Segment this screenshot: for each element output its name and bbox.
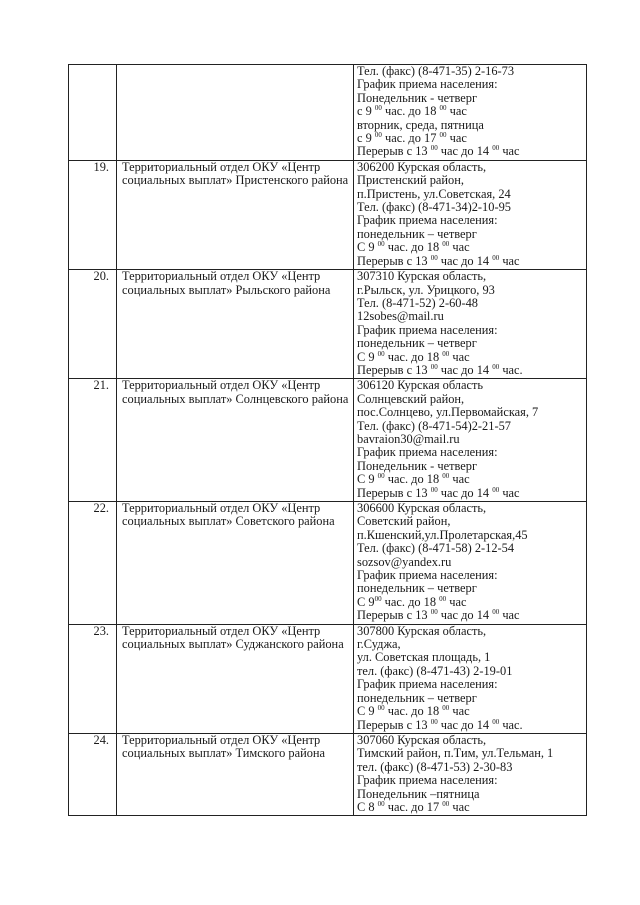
- office-contacts: [354, 733, 587, 815]
- row-number: 20.: [69, 270, 117, 379]
- time-text: час. до 18: [384, 350, 443, 364]
- time-minutes-superscript: 00: [439, 132, 447, 140]
- office-contacts: [354, 624, 587, 733]
- time-minutes-superscript: 00: [377, 241, 385, 249]
- contact-line: тел. (факс) (8-471-53) 2-30-83: [357, 760, 513, 774]
- office-contacts: [354, 65, 587, 161]
- schedule-hours-line: [357, 364, 586, 377]
- row-number: 23.: [69, 624, 117, 733]
- contact-line: Тел. (факс) (8-471-58) 2-12-54: [357, 542, 515, 556]
- office-name: Территориальный отдел ОКУ «Центр социальных выплат» Пристенского района: [117, 160, 354, 269]
- time-text: час: [449, 705, 470, 719]
- contact-line: ул. Советская площадь, 1: [357, 651, 491, 665]
- contact-line: 306120 Курская область: [357, 379, 484, 393]
- time-minutes-superscript: 00: [377, 350, 385, 358]
- contact-line: г.Рыльск, ул. Урицкого, 93: [357, 283, 495, 297]
- contact-line: Советский район,: [357, 515, 451, 529]
- table-row: [69, 624, 587, 733]
- schedule-hours-line: [357, 241, 586, 254]
- row-number: 19.: [69, 160, 117, 269]
- contact-line: Пристенский район,: [357, 174, 464, 188]
- time-minutes-superscript: 00: [492, 145, 500, 153]
- contact-line: понедельник – четверг: [357, 582, 477, 596]
- time-text: час. до 18: [381, 595, 440, 609]
- office-name: Территориальный отдел ОКУ «Центр социальных выплат» Тимского района: [117, 733, 354, 815]
- contact-line: Тимский район, п.Тим, ул.Тельман, 1: [357, 747, 554, 761]
- office-contacts: [354, 379, 587, 502]
- time-minutes-superscript: 00: [430, 254, 438, 262]
- time-text: час: [446, 105, 467, 119]
- table-row: [69, 65, 587, 161]
- contact-line: 306200 Курская область,: [357, 160, 487, 174]
- contact-line: График приема населения:: [357, 569, 498, 583]
- time-text: час до 14: [437, 145, 493, 159]
- time-minutes-superscript: 00: [492, 718, 500, 726]
- time-text: с 9: [357, 132, 375, 146]
- time-minutes-superscript: 00: [442, 350, 450, 358]
- time-text: час: [449, 473, 470, 487]
- contact-line: 307060 Курская область,: [357, 733, 487, 747]
- time-minutes-superscript: 00: [377, 473, 385, 481]
- contact-line: График приема населения:: [357, 678, 498, 692]
- contact-line: 306600 Курская область,: [357, 502, 487, 515]
- time-text: С 8: [357, 800, 378, 814]
- contact-line: bavraion30@mail.ru: [357, 432, 460, 446]
- time-minutes-superscript: 00: [374, 105, 382, 113]
- time-text: с 9: [357, 105, 375, 119]
- schedule-hours-line: [357, 473, 586, 486]
- time-text: час: [499, 486, 520, 500]
- table-row: [69, 379, 587, 502]
- office-name: Территориальный отдел ОКУ «Центр социальных выплат» Солнцевского района: [117, 379, 354, 502]
- contact-line: Тел. (8-471-52) 2-60-48: [357, 296, 478, 310]
- schedule-hours-line: [357, 255, 586, 268]
- time-text: С 9: [357, 705, 378, 719]
- contact-line: понедельник – четверг: [357, 691, 477, 705]
- contact-line: вторник, среда, пятница: [357, 118, 484, 132]
- time-text: С 9: [357, 595, 375, 609]
- time-text: Перерыв с 13: [357, 254, 431, 268]
- time-minutes-superscript: 00: [374, 595, 382, 603]
- time-minutes-superscript: 00: [442, 705, 450, 713]
- time-minutes-superscript: 00: [430, 486, 438, 494]
- table-row: [69, 160, 587, 269]
- time-text: час до 14: [437, 363, 493, 377]
- offices-table-body: [69, 65, 587, 816]
- time-text: С 9: [357, 241, 378, 255]
- schedule-hours-line: [357, 609, 586, 622]
- schedule-hours-line: [357, 801, 586, 814]
- time-text: час. до 17: [384, 800, 443, 814]
- time-minutes-superscript: 00: [430, 145, 438, 153]
- contact-line: Тел. (факс) (8-471-34)2-10-95: [357, 201, 511, 215]
- office-name: Территориальный отдел ОКУ «Центр социальных выплат» Советского района: [117, 502, 354, 625]
- time-text: час. до 18: [384, 241, 443, 255]
- time-minutes-superscript: 00: [492, 254, 500, 262]
- time-text: час.: [499, 718, 523, 732]
- time-minutes-superscript: 00: [430, 718, 438, 726]
- time-minutes-superscript: 00: [374, 132, 382, 140]
- time-minutes-superscript: 00: [430, 609, 438, 617]
- row-number: 21.: [69, 379, 117, 502]
- table-row: [69, 733, 587, 815]
- time-minutes-superscript: 00: [430, 363, 438, 371]
- contact-line: 12sobes@mail.ru: [357, 310, 444, 324]
- time-text: Перерыв с 13: [357, 145, 431, 159]
- schedule-hours-line: [357, 145, 586, 158]
- schedule-hours-line: [357, 351, 586, 364]
- time-text: час: [449, 800, 470, 814]
- time-text: час. до 18: [384, 473, 443, 487]
- contact-line: Понедельник - четверг: [357, 91, 478, 105]
- contact-line: п.Кшенский,ул.Пролетарская,45: [357, 528, 528, 542]
- office-contacts: [354, 160, 587, 269]
- time-text: С 9: [357, 350, 378, 364]
- schedule-hours-line: [357, 132, 586, 145]
- schedule-hours-line: [357, 719, 586, 732]
- contact-line: Солнцевский район,: [357, 392, 465, 406]
- time-minutes-superscript: 00: [377, 705, 385, 713]
- contact-line: sozsov@yandex.ru: [357, 555, 452, 569]
- time-text: час: [449, 241, 470, 255]
- schedule-hours-line: [357, 105, 586, 118]
- contact-line: График приема населения:: [357, 78, 498, 92]
- contact-line: 307310 Курская область,: [357, 270, 487, 284]
- office-name: Территориальный отдел ОКУ «Центр социальных выплат» Суджанского района: [117, 624, 354, 733]
- contact-line: Понедельник - четверг: [357, 459, 478, 473]
- time-minutes-superscript: 00: [442, 473, 450, 481]
- time-text: час: [449, 350, 470, 364]
- time-text: Перерыв с 13: [357, 486, 431, 500]
- time-text: час: [499, 145, 520, 159]
- time-text: час до 14: [437, 718, 493, 732]
- time-minutes-superscript: 00: [492, 363, 500, 371]
- contact-line: п.Пристень, ул.Советская, 24: [357, 187, 511, 201]
- contact-line: тел. (факс) (8-471-43) 2-19-01: [357, 664, 513, 678]
- office-contacts: [354, 270, 587, 379]
- contact-line: График приема населения:: [357, 446, 498, 460]
- offices-table: [68, 64, 587, 816]
- contact-line: понедельник – четверг: [357, 337, 477, 351]
- time-text: час до 14: [437, 254, 493, 268]
- contact-line: Понедельник –пятница: [357, 787, 480, 801]
- time-text: час. до 17: [381, 132, 440, 146]
- time-text: Перерыв с 13: [357, 363, 431, 377]
- time-minutes-superscript: 00: [439, 595, 447, 603]
- contact-line: График приема населения:: [357, 323, 498, 337]
- time-minutes-superscript: 00: [492, 486, 500, 494]
- time-minutes-superscript: 00: [442, 800, 450, 808]
- time-minutes-superscript: 00: [377, 800, 385, 808]
- office-contacts: [354, 502, 587, 625]
- row-number: 22.: [69, 502, 117, 625]
- schedule-hours-line: [357, 487, 586, 500]
- time-text: Перерыв с 13: [357, 609, 431, 623]
- time-minutes-superscript: 00: [439, 105, 447, 113]
- time-text: час до 14: [437, 609, 493, 623]
- time-text: час: [446, 132, 467, 146]
- time-text: час до 14: [437, 486, 493, 500]
- contact-line: График приема населения:: [357, 774, 498, 788]
- time-text: Перерыв с 13: [357, 718, 431, 732]
- time-text: час. до 18: [381, 105, 440, 119]
- contact-line: г.Суджа,: [357, 638, 401, 652]
- time-text: час.: [499, 363, 523, 377]
- time-text: час. до 18: [384, 705, 443, 719]
- row-number: 24.: [69, 733, 117, 815]
- schedule-hours-line: [357, 596, 586, 609]
- contact-line: 307800 Курская область,: [357, 624, 487, 638]
- time-text: час: [499, 609, 520, 623]
- contact-line: Тел. (факс) (8-471-54)2-21-57: [357, 419, 511, 433]
- time-minutes-superscript: 00: [442, 241, 450, 249]
- table-row: [69, 270, 587, 379]
- contact-line: пос.Солнцево, ул.Первомайская, 7: [357, 406, 539, 420]
- contact-line: График приема населения:: [357, 214, 498, 228]
- table-row: [69, 502, 587, 625]
- office-name: [117, 65, 354, 161]
- time-minutes-superscript: 00: [492, 609, 500, 617]
- time-text: С 9: [357, 473, 378, 487]
- office-name: Территориальный отдел ОКУ «Центр социальных выплат» Рыльского района: [117, 270, 354, 379]
- time-text: час: [499, 254, 520, 268]
- time-text: час: [446, 595, 467, 609]
- row-number: [69, 65, 117, 161]
- schedule-hours-line: [357, 705, 586, 718]
- contact-line: Тел. (факс) (8-471-35) 2-16-73: [357, 65, 515, 78]
- contact-line: понедельник – четверг: [357, 227, 477, 241]
